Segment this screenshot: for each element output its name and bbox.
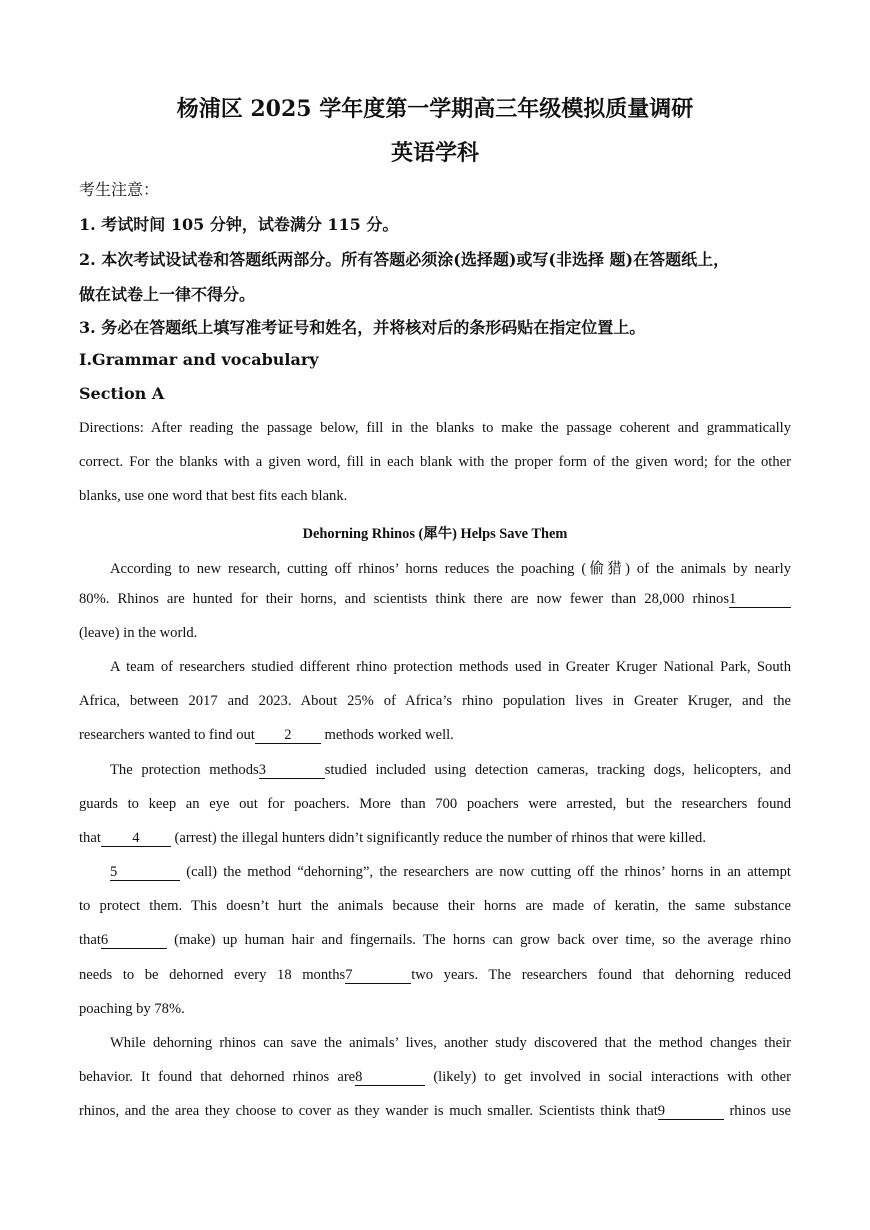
passage-text: (likely) to get involved in social interactions with other bbox=[433, 1069, 792, 1085]
passage-line bbox=[79, 830, 791, 847]
blank-7: 7 bbox=[345, 968, 411, 984]
passage-line bbox=[79, 932, 791, 949]
blank-8: 8 bbox=[355, 1070, 425, 1086]
passage-title: Dehorning Rhinos (犀牛) Helps Save Them bbox=[302, 526, 568, 542]
directions-line: Directions: After reading the passage below, fill in the blanks to make the passage coherent and grammatically bbox=[79, 420, 791, 436]
passage-text: behavior. It found that dehorned rhinos are bbox=[79, 1069, 356, 1085]
passage-line bbox=[79, 727, 791, 744]
passage-line: A team of researchers studied different rhino protection methods used in Greater Kruger National Park, South bbox=[110, 659, 791, 675]
passage-text: that bbox=[79, 830, 101, 846]
notice-item-2-cont: 做在试卷上一律不得分。 bbox=[79, 285, 256, 304]
notice-item-1: 1. 考试时间 105 分钟，试卷满分 115 分。 bbox=[79, 215, 399, 234]
directions-line: blanks, use one word that best fits each blank. bbox=[79, 488, 348, 504]
passage-text: 80%. Rhinos are hunted for their horns, and scientists think there are now fewer than 28,000 rhinos bbox=[79, 591, 729, 607]
passage-text: rhinos, and the area they choose to cover as they wander is much smaller. Scientists think that bbox=[79, 1103, 658, 1119]
passage-text: two years. The researchers found that dehorning reduced bbox=[411, 967, 791, 983]
notice-item-2: 2. 本次考试设试卷和答题纸两部分。所有答题必须涂(选择题)或写(非选择 题)在答题纸上， bbox=[79, 250, 730, 269]
passage-text: The protection methods bbox=[110, 762, 259, 778]
passage-text: (make) up human hair and fingernails. The horns can grow back over time, so the average rhino bbox=[174, 932, 791, 948]
blank-5: 5 bbox=[110, 865, 180, 881]
blank-4: 4 bbox=[101, 831, 171, 847]
blank-1: 1 bbox=[729, 592, 791, 608]
passage-line bbox=[79, 1069, 791, 1086]
passage-text: (arrest) the illegal hunters didn’t significantly reduce the number of rhinos that were killed. bbox=[174, 830, 706, 846]
passage-line bbox=[79, 1103, 791, 1120]
passage-text: researchers wanted to find out bbox=[79, 727, 255, 743]
passage-text: methods worked well. bbox=[324, 727, 454, 743]
passage-text: needs to be dehorned every 18 months bbox=[79, 967, 346, 983]
exam-title: 杨浦区 2025 学年度第一学期高三年级模拟质量调研 bbox=[176, 96, 694, 122]
passage-line: guards to keep an eye out for poachers. More than 700 poachers were arrested, but the researchers found bbox=[79, 796, 791, 812]
section-title: Section A bbox=[79, 384, 165, 403]
blank-2: 2 bbox=[255, 728, 321, 744]
passage-line bbox=[79, 967, 791, 984]
passage-line: Africa, between 2017 and 2023. About 25% of Africa’s rhino population lives in Greater Kruger, and the bbox=[79, 693, 791, 709]
subject-title: 英语学科 bbox=[390, 140, 479, 166]
blank-3: 3 bbox=[259, 763, 325, 779]
passage-line: While dehorning rhinos can save the animals’ lives, another study discovered that the method changes their bbox=[110, 1035, 791, 1051]
passage-line bbox=[110, 762, 791, 779]
passage-line bbox=[110, 864, 791, 881]
passage-text: studied included using detection cameras, tracking dogs, helicopters, and bbox=[324, 762, 791, 778]
passage-line: poaching by 78%. bbox=[79, 1001, 185, 1017]
notice-heading: 考生注意： bbox=[79, 180, 160, 199]
passage-line: (leave) in the world. bbox=[79, 625, 198, 641]
passage-line bbox=[79, 591, 791, 608]
directions-line: correct. For the blanks with a given word, fill in each blank with the proper form of the given word; for the other bbox=[79, 454, 791, 470]
part-title: I.Grammar and vocabulary bbox=[79, 350, 319, 369]
passage-line: to protect them. This doesn’t hurt the animals because their horns are made of keratin, the same substance bbox=[79, 898, 791, 914]
passage-text: rhinos use bbox=[729, 1103, 792, 1119]
passage-text: (call) the method “dehorning”, the researchers are now cutting off the rhinos’ horns in an attempt bbox=[186, 864, 791, 880]
passage-line: According to new research, cutting off rhinos’ horns reduces the poaching (偷猎) of the animals by nearly bbox=[110, 561, 791, 577]
passage-text: that bbox=[79, 932, 101, 948]
blank-6: 6 bbox=[101, 933, 167, 949]
blank-9: 9 bbox=[658, 1104, 724, 1120]
notice-item-3: 3. 务必在答题纸上填写准考证号和姓名，并将核对后的条形码贴在指定位置上。 bbox=[79, 318, 646, 337]
